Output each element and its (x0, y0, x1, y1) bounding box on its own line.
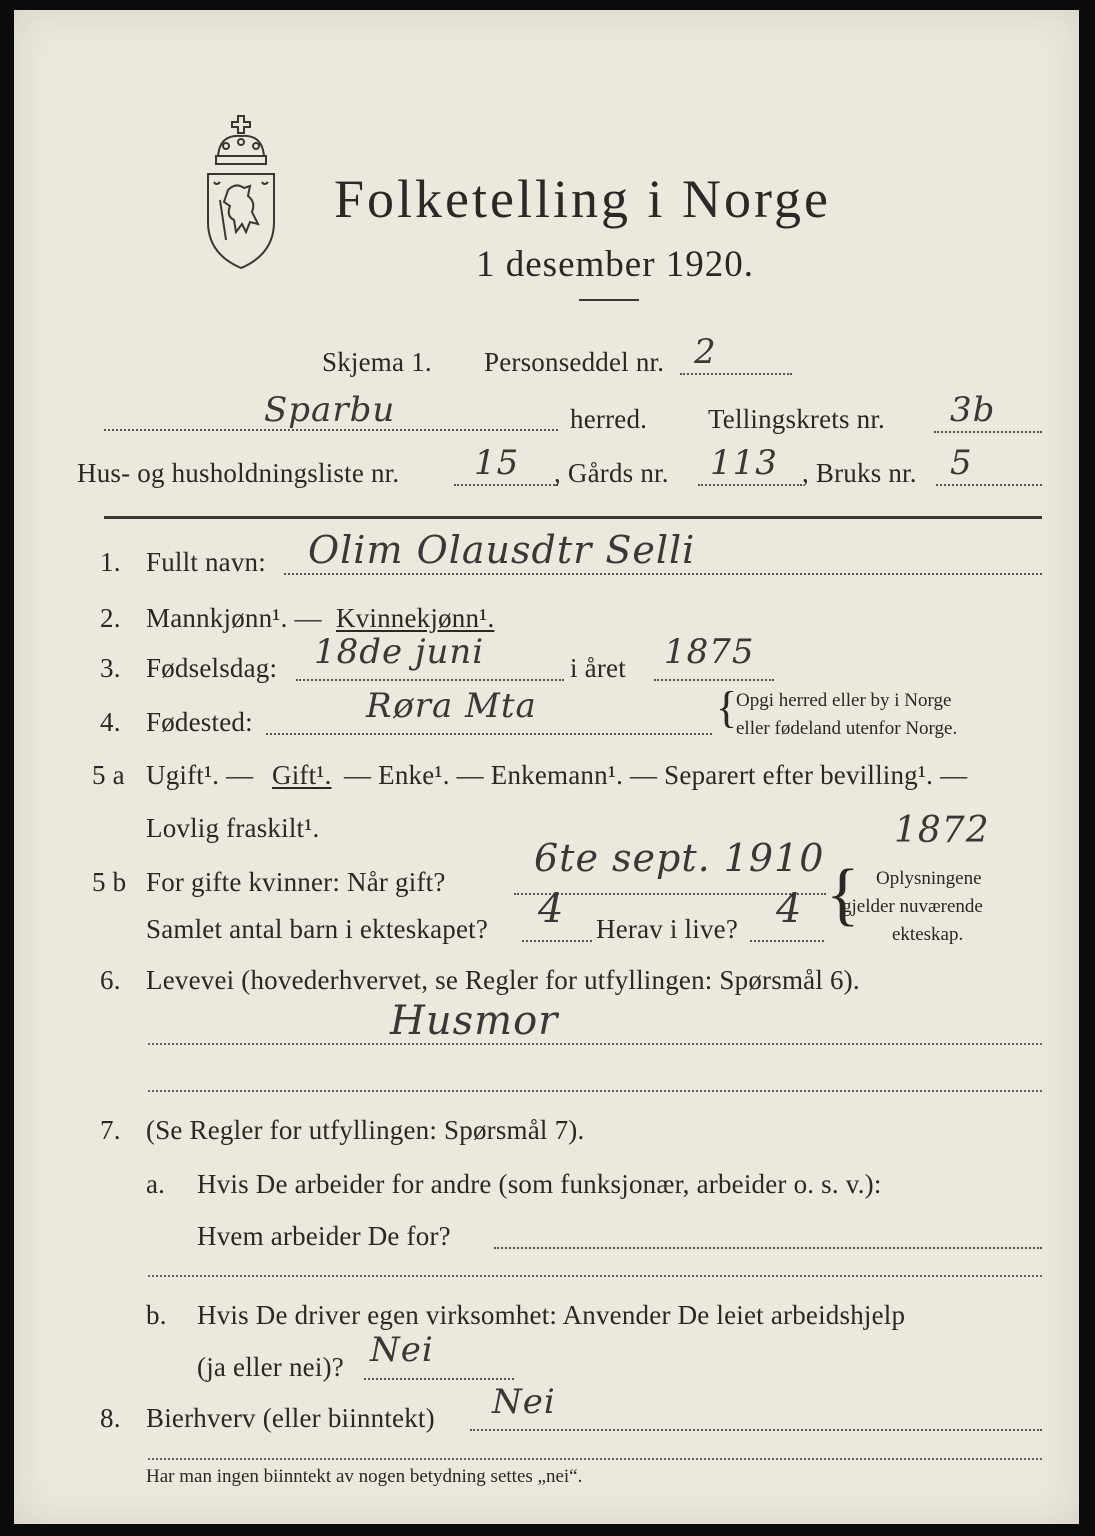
q4-brace: { (716, 683, 738, 732)
q3-line (296, 679, 564, 681)
q8-label: Bierhverv (eller biinntekt) (146, 1403, 435, 1433)
q8-line-2 (148, 1458, 1042, 1460)
q5a-gift: Gift¹. (272, 760, 332, 790)
q6-line-2 (148, 1090, 1042, 1092)
q5b-number: 5 b (92, 867, 127, 897)
tellingskrets-value: 3b (950, 390, 996, 430)
schema-label: Skjema 1. (322, 347, 432, 377)
q7b-letter: b. (146, 1300, 167, 1330)
husliste-value: 15 (474, 443, 520, 483)
q5a-ugift: Ugift¹. — (146, 760, 254, 790)
q6-number: 6. (100, 965, 121, 995)
q5b-note-2: gjelder nuværende (842, 896, 983, 917)
q2-kvinne: Kvinnekjønn¹. (336, 603, 495, 633)
q5b-label: For gifte kvinner: Når gift? (146, 867, 446, 897)
q5b-value: 6te sept. 1910 (534, 836, 825, 880)
q4-number: 4. (100, 707, 121, 737)
bruks-value: 5 (950, 443, 973, 483)
q5b-ilive-value: 4 (776, 886, 803, 932)
gards-label: , Gårds nr. (554, 458, 669, 488)
q5b-brace: { (826, 856, 860, 933)
q7b-question: (ja eller nei)? (197, 1352, 344, 1382)
personseddel-line (680, 373, 792, 375)
q5b-note-1: Oplysningene (876, 868, 982, 889)
q7b-value: Nei (370, 1330, 434, 1370)
q7b-text: Hvis De driver egen virksomhet: Anvender De leiet arbeidshjelp (197, 1300, 906, 1330)
q5b-barn-label: Samlet antal barn i ekteskapet? (146, 914, 489, 944)
q3-value: 18de juni (314, 632, 485, 672)
q7a-line (494, 1247, 1042, 1249)
q7a-question: Hvem arbeider De for? (197, 1221, 451, 1251)
gards-line (698, 484, 802, 486)
q4-value: Røra Mta (366, 686, 537, 726)
q5b-barn-line (522, 940, 592, 942)
q7-number: 7. (100, 1115, 121, 1145)
q6-line-1 (148, 1043, 1042, 1045)
q3-year-value: 1875 (664, 632, 755, 672)
census-form (14, 10, 1079, 1524)
personseddel-label: Personseddel nr. (484, 347, 665, 377)
q7b-line (364, 1378, 514, 1380)
tellingskrets-line (934, 431, 1042, 433)
herred-label: herred. (570, 404, 648, 434)
bruks-label: , Bruks nr. (802, 458, 917, 488)
q2-number: 2. (100, 603, 121, 633)
personseddel-value: 2 (694, 332, 717, 372)
q4-note-2: eller fødeland utenfor Norge. (736, 718, 958, 739)
q7a-letter: a. (146, 1169, 166, 1199)
q1-number: 1. (100, 547, 121, 577)
q3-label: Fødselsdag: (146, 653, 278, 683)
q5a-fraskilt: Lovlig fraskilt¹. (146, 813, 320, 843)
title-divider (579, 299, 639, 301)
q4-line (266, 733, 712, 735)
q1-value: Olim Olausdtr Selli (308, 528, 696, 572)
q1-label: Fullt navn: (146, 547, 266, 577)
footer-note: Har man ingen biinntekt av nogen betydning settes „nei“. (146, 1466, 583, 1487)
q5b-ilive-label: Herav i live? (596, 914, 739, 944)
q8-line (470, 1429, 1042, 1431)
q4-note-1: Opgi herred eller by i Norge (736, 690, 952, 711)
q8-value: Nei (492, 1382, 556, 1422)
q5a-number: 5 a (92, 760, 125, 790)
q8-number: 8. (100, 1403, 121, 1433)
q2-mann: Mannkjønn¹. — (146, 603, 322, 633)
q5b-note-3: ekteskap. (892, 924, 964, 945)
q5b-barn-value: 4 (538, 886, 565, 932)
q3-year-line (654, 679, 774, 681)
section-divider (104, 516, 1042, 519)
herred-value: Sparbu (264, 390, 396, 430)
gards-value: 113 (710, 443, 778, 483)
tellingskrets-label: Tellingskrets nr. (708, 404, 885, 434)
q3-number: 3. (100, 653, 121, 683)
q7-label: (Se Regler for utfyllingen: Spørsmål 7). (146, 1115, 585, 1145)
q5b-ilive-line (750, 940, 824, 942)
q4-label: Fødested: (146, 707, 253, 737)
q6-label: Levevei (hovederhvervet, se Regler for utfyllingen: Spørsmål 6). (146, 965, 860, 995)
norway-coat-of-arms-icon (200, 112, 282, 272)
census-date: 1 desember 1920. (476, 244, 755, 285)
bruks-line (936, 484, 1042, 486)
page-title: Folketelling i Norge (334, 169, 831, 229)
husliste-line (454, 484, 558, 486)
q5a-rest: — Enke¹. — Enkemann¹. — Separert efter bevilling¹. — (344, 760, 968, 790)
q7a-line-2 (148, 1275, 1042, 1277)
q3-year-label: i året (570, 653, 626, 683)
q5b-margin-note: 1872 (894, 810, 990, 851)
husliste-label: Hus- og husholdningsliste nr. (77, 458, 400, 488)
q7a-text: Hvis De arbeider for andre (som funksjonær, arbeider o. s. v.): (197, 1169, 882, 1199)
q1-line (284, 573, 1042, 575)
q6-value: Husmor (390, 998, 559, 1044)
